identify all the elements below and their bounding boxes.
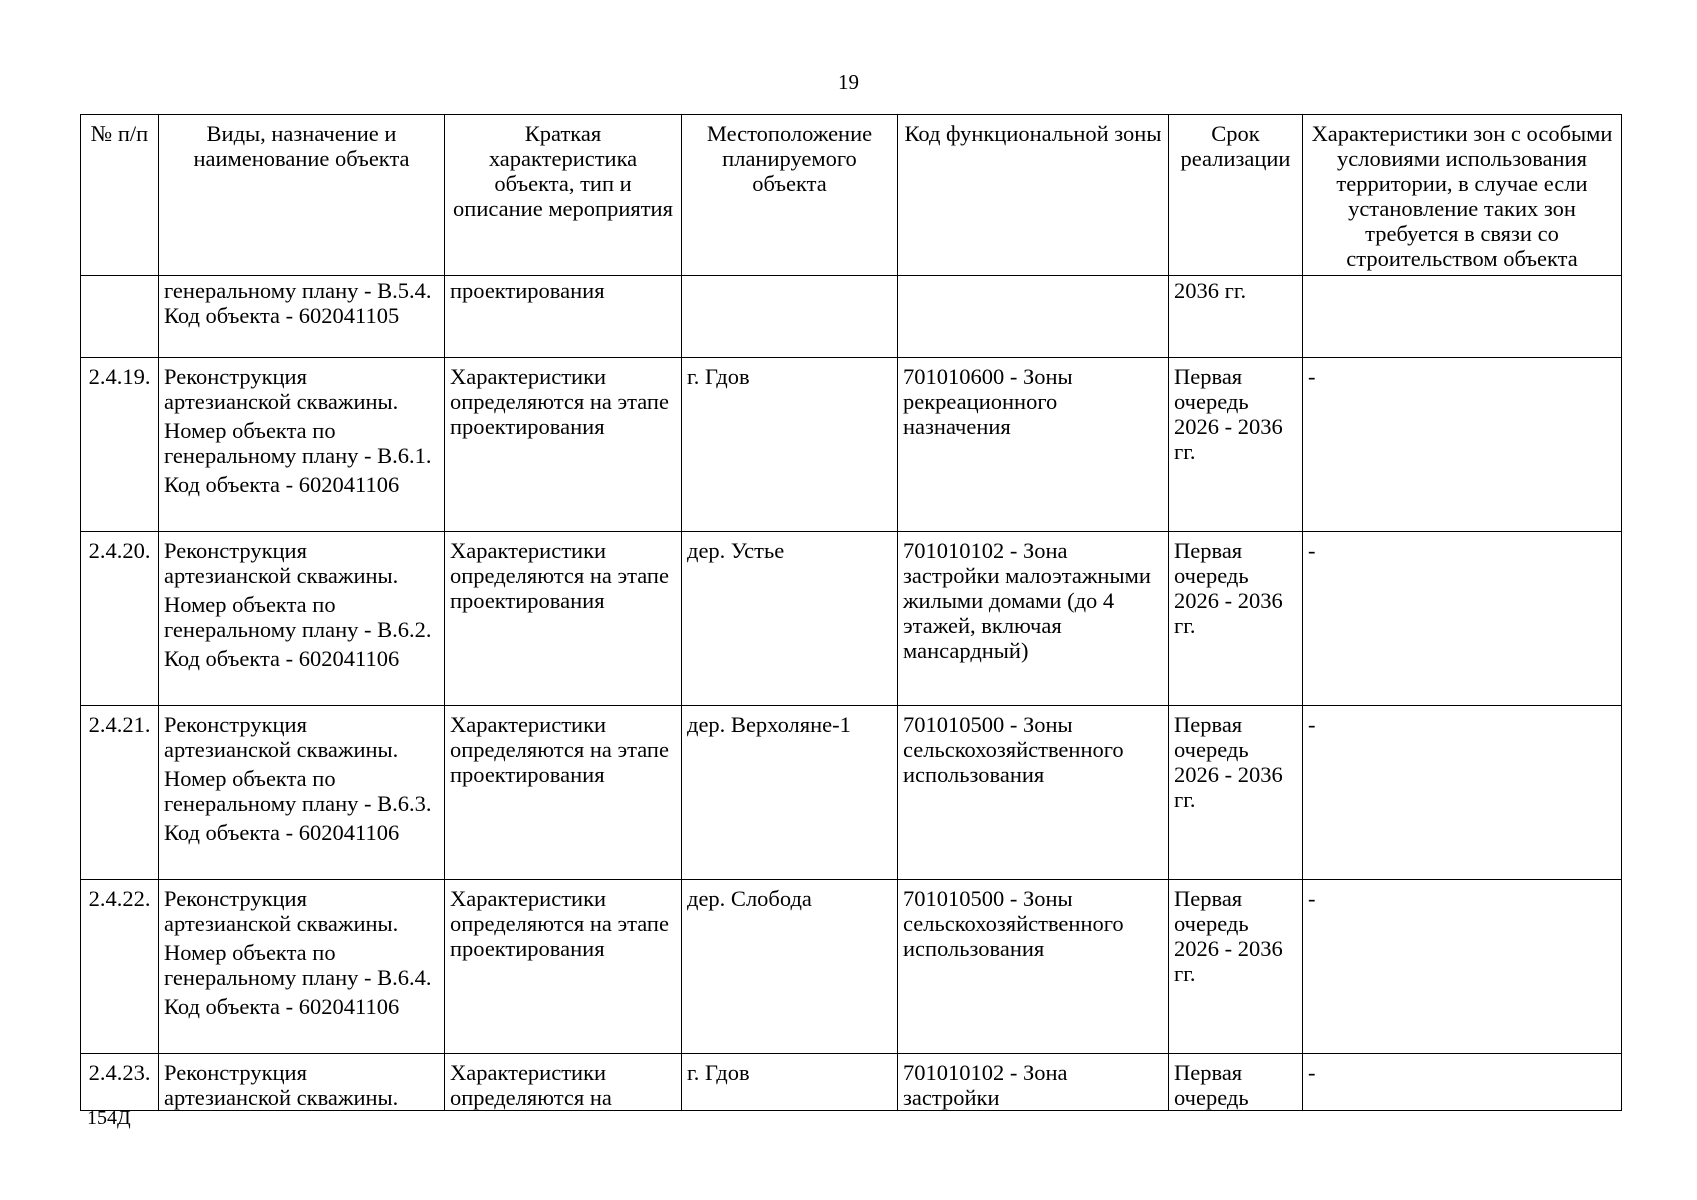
header-number: № п/п <box>81 115 159 276</box>
cell-object-name <box>159 1054 445 1111</box>
object-code: Код объекта - 602041106 <box>164 646 400 671</box>
header-special-zones: Характеристики зон с особыми условиями использования территории, в случае если установление таких зон требуется в связи со строительством объекта <box>1303 115 1622 276</box>
cell-zone-code: 701010102 - Зона застройки малоэтажными жилыми домами (до 4 этажей, включая мансардный) <box>898 532 1169 706</box>
object-title: Реконструкция артезианской скважины. <box>164 538 399 588</box>
header-description: Краткая характеристика объекта, тип и описание мероприятия <box>445 115 682 276</box>
cell-location: г. Гдов <box>682 1054 898 1111</box>
cell-special-zones: - <box>1303 880 1622 1054</box>
cell-number: 2.4.20. <box>81 532 159 706</box>
table-row <box>81 532 1622 706</box>
cell-zone-code: 701010102 - Зона застройки <box>898 1054 1169 1111</box>
cell-description: Характеристики определяются на этапе проектирования <box>445 358 682 532</box>
object-plan-number: Номер объекта по генеральному плану - В.6.2. <box>164 592 432 642</box>
cell-number: 2.4.23. <box>81 1054 159 1111</box>
object-plan-number: Номер объекта по генеральному плану - В.6.4. <box>164 940 432 990</box>
object-code: Код объекта - 602041106 <box>164 472 400 497</box>
page-number: 19 <box>838 70 859 94</box>
cell-zone-code <box>898 276 1169 358</box>
table-row <box>81 880 1622 1054</box>
cell-term: Первая очередь 2026 - 2036 гг. <box>1169 880 1303 1054</box>
object-title: Реконструкция артезианской скважины. <box>164 712 399 762</box>
cell-number <box>81 276 159 358</box>
cell-special-zones: - <box>1303 532 1622 706</box>
cell-term: Первая очередь 2026 - 2036 гг. <box>1169 706 1303 880</box>
footer-document-code: 154Д <box>87 1107 131 1129</box>
object-code: Код объекта - 602041106 <box>164 820 400 845</box>
cell-zone-code: 701010500 - Зоны сельскохозяйственного использования <box>898 706 1169 880</box>
table-row-continuation <box>81 276 1622 358</box>
cell-special-zones: - <box>1303 1054 1622 1111</box>
cell-object-name <box>159 706 445 880</box>
cell-number: 2.4.21. <box>81 706 159 880</box>
cell-location: дер. Устье <box>682 532 898 706</box>
cell-description: Характеристики определяются на этапе проектирования <box>445 880 682 1054</box>
header-zone-code: Код функциональной зоны <box>898 115 1169 276</box>
cell-object-name <box>159 532 445 706</box>
table-row <box>81 706 1622 880</box>
cell-number: 2.4.22. <box>81 880 159 1054</box>
cell-special-zones <box>1303 276 1622 358</box>
cell-object-name <box>159 276 445 358</box>
header-term: Срок реализации <box>1169 115 1303 276</box>
table-header-row <box>81 115 1622 276</box>
header-object-name: Виды, назначение и наименование объекта <box>159 115 445 276</box>
cell-number: 2.4.19. <box>81 358 159 532</box>
cell-location: дер. Слобода <box>682 880 898 1054</box>
cell-location: г. Гдов <box>682 358 898 532</box>
header-location: Местоположение планируемого объекта <box>682 115 898 276</box>
planned-objects-table <box>80 114 1622 1111</box>
object-plan-number: Номер объекта по генеральному плану - В.6.1. <box>164 418 432 468</box>
object-title: Реконструкция артезианской скважины. <box>164 364 399 414</box>
cell-location: дер. Верхоляне-1 <box>682 706 898 880</box>
cell-term: Первая очередь 2026 - 2036 гг. <box>1169 358 1303 532</box>
object-plan-number: генеральному плану - В.5.4. <box>164 278 432 303</box>
table-row <box>81 358 1622 532</box>
cell-object-name <box>159 880 445 1054</box>
cell-special-zones: - <box>1303 358 1622 532</box>
cell-special-zones: - <box>1303 706 1622 880</box>
cell-term: Первая очередь <box>1169 1054 1303 1111</box>
cell-term: 2036 гг. <box>1169 276 1303 358</box>
cell-zone-code: 701010600 - Зоны рекреационного назначения <box>898 358 1169 532</box>
object-code: Код объекта - 602041105 <box>164 303 400 328</box>
object-title: Реконструкция артезианской скважины. <box>164 886 399 936</box>
object-plan-number: Номер объекта по генеральному плану - В.6.3. <box>164 766 432 816</box>
table-row-partial <box>81 1054 1622 1111</box>
cell-term: Первая очередь 2026 - 2036 гг. <box>1169 532 1303 706</box>
cell-description: Характеристики определяются на этапе проектирования <box>445 532 682 706</box>
cell-description: проектирования <box>445 276 682 358</box>
object-code: Код объекта - 602041106 <box>164 994 400 1019</box>
cell-location <box>682 276 898 358</box>
cell-description: Характеристики определяются на этапе проектирования <box>445 706 682 880</box>
object-title: Реконструкция артезианской скважины. <box>164 1060 399 1110</box>
cell-description: Характеристики определяются на <box>445 1054 682 1111</box>
cell-object-name <box>159 358 445 532</box>
cell-zone-code: 701010500 - Зоны сельскохозяйственного использования <box>898 880 1169 1054</box>
